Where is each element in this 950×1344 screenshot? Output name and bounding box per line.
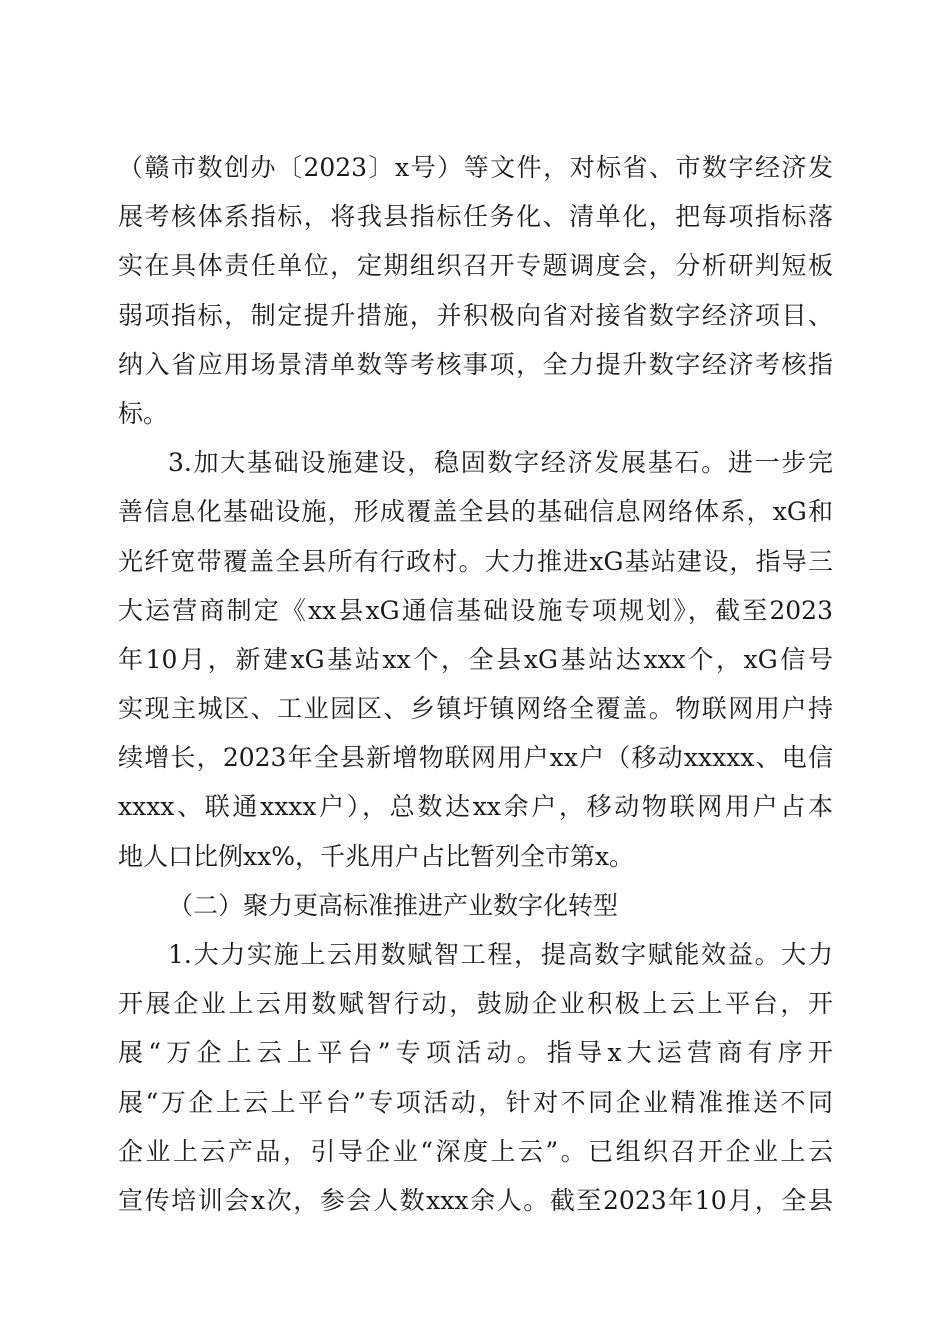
- text-line: 展“万企上云上平台”专项活动。指导x大运营商有序开: [118, 1038, 833, 1068]
- text-line: 展“万企上云上平台”专项活动，针对不同企业精准推送不同: [118, 1087, 833, 1117]
- text-line: 实现主城区、工业园区、乡镇圩镇网络全覆盖。物联网用户持: [118, 694, 833, 724]
- text-line: 大运营商制定《xx县xG通信基础设施专项规划》，截至2023: [118, 595, 833, 625]
- text-line: 标。: [118, 398, 169, 428]
- text-line: 开展企业上云用数赋智行动，鼓励企业积极上云上平台，开: [118, 989, 833, 1019]
- text-line: 企业上云产品，引导企业“深度上云”。已组织召开企业上云: [118, 1136, 833, 1166]
- text-line: 宣传培训会x次，参会人数xxx余人。截至2023年10月，全县: [118, 1185, 833, 1215]
- text-line: 纳入省应用场景清单数等考核事项，全力提升数字经济考核指: [118, 349, 833, 379]
- text-line: 实在具体责任单位，定期组织召开专题调度会，分析研判短板: [118, 251, 833, 281]
- body-text: [118, 143, 833, 1225]
- section-heading: （二）聚力更高标准推进产业数字化转型: [168, 890, 619, 920]
- text-line: 续增长，2023年全县新增物联网用户xx户（移动xxxxx、电信: [118, 743, 833, 773]
- text-line: 地人口比例xx%，千兆用户占比暂列全市第x。: [118, 841, 635, 871]
- text-line: 1.大力实施上云用数赋智工程，提高数字赋能效益。大力: [168, 940, 833, 969]
- text-line: 光纤宽带覆盖全县所有行政村。大力推进xG基站建设，指导三: [118, 546, 833, 576]
- text-line: 展考核体系指标，将我县指标任务化、清单化，把每项指标落: [118, 202, 833, 232]
- text-line: 年10月，新建xG基站xx个，全县xG基站达xxx个，xG信号: [118, 644, 833, 674]
- text-line: （赣市数创办〔2023〕x号）等文件，对标省、市数字经济发: [118, 153, 833, 182]
- text-line: 弱项指标，制定提升措施，并积极向省对接省数字经济项目、: [118, 300, 833, 330]
- text-line: 3.加大基础设施建设，稳固数字经济发展基石。进一步完: [168, 448, 833, 478]
- text-line: 善信息化基础设施，形成覆盖全县的基础信息网络体系，xG和: [118, 497, 833, 527]
- text-line: xxxx、联通xxxx户），总数达xx余户，移动物联网用户占本: [118, 792, 833, 822]
